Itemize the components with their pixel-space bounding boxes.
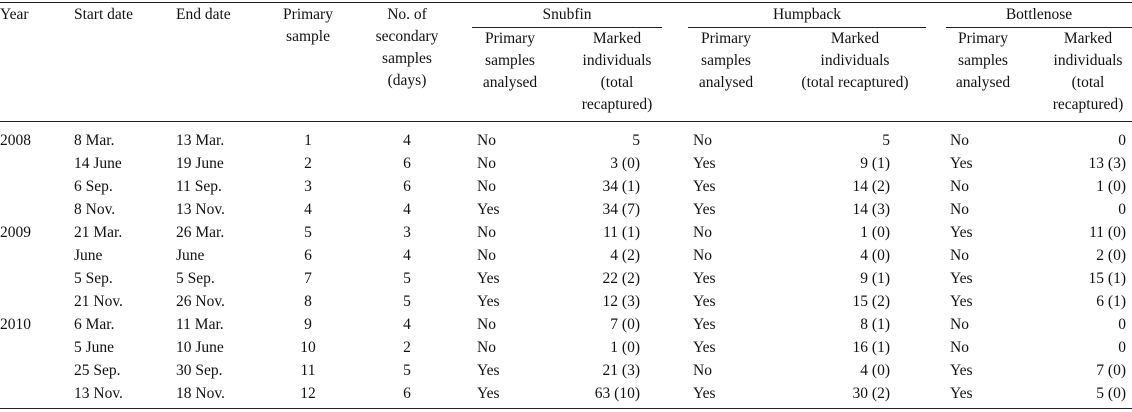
header-humpback-marked-line: (total recaptured): [801, 74, 909, 91]
header-snubfin-marked-line: (total: [600, 74, 634, 91]
cell-snubfin-analysed: No: [477, 316, 496, 333]
cell-year: 2009: [0, 224, 31, 241]
cell-humpback-analysed: Yes: [693, 201, 716, 218]
cell-snubfin-analysed: No: [477, 224, 496, 241]
cell-bottlenose-analysed: No: [950, 132, 969, 149]
cell-humpback-marked: 30 (2): [852, 385, 890, 402]
cell-bottlenose-analysed: Yes: [950, 224, 973, 241]
cell-start-date: 6 Mar.: [74, 316, 115, 333]
cell-end-date: 11 Sep.: [176, 178, 222, 195]
cell-bottlenose-marked: 11 (0): [1089, 224, 1126, 241]
bottom-rule: [0, 408, 1132, 409]
cell-secondary-samples: 4: [403, 201, 411, 218]
cell-bottlenose-marked: 13 (3): [1088, 155, 1126, 172]
cell-snubfin-marked: 1 (0): [610, 339, 640, 356]
cell-humpback-analysed: Yes: [693, 293, 716, 310]
top-rule: [0, 2, 1132, 3]
cell-secondary-samples: 4: [403, 132, 411, 149]
cell-snubfin-marked: 11 (1): [603, 224, 640, 241]
cell-snubfin-analysed: No: [477, 339, 496, 356]
cell-snubfin-analysed: Yes: [477, 362, 500, 379]
cell-snubfin-analysed: Yes: [477, 201, 500, 218]
header-snubfin-primary-line: Primary: [485, 30, 535, 47]
cell-end-date: 13 Mar.: [176, 132, 225, 149]
cell-humpback-marked: 4 (0): [860, 362, 890, 379]
cell-end-date: 13 Nov.: [176, 201, 225, 218]
cell-humpback-marked: 9 (1): [860, 270, 890, 287]
cell-secondary-samples: 5: [403, 362, 411, 379]
cell-humpback-marked: 5: [882, 132, 890, 149]
cell-bottlenose-marked: 15 (1): [1088, 270, 1126, 287]
cell-bottlenose-analysed: Yes: [950, 385, 973, 402]
cell-humpback-analysed: Yes: [693, 316, 716, 333]
cell-snubfin-analysed: Yes: [477, 270, 500, 287]
cell-humpback-marked: 15 (2): [852, 293, 890, 310]
cell-humpback-marked: 14 (2): [852, 178, 890, 195]
cell-humpback-marked: 1 (0): [860, 224, 890, 241]
cell-start-date: 8 Nov.: [74, 201, 116, 218]
cell-bottlenose-analysed: Yes: [950, 293, 973, 310]
cell-start-date: 13 Nov.: [74, 385, 123, 402]
cell-bottlenose-marked: 6 (1): [1096, 293, 1126, 310]
cell-secondary-samples: 2: [403, 339, 411, 356]
header-humpback: Humpback: [772, 6, 841, 23]
cell-snubfin-analysed: No: [477, 178, 496, 195]
cell-snubfin-marked: 63 (10): [594, 385, 640, 402]
cell-secondary-samples: 6: [403, 178, 411, 195]
cell-bottlenose-analysed: Yes: [950, 155, 973, 172]
cell-snubfin-analysed: No: [477, 155, 496, 172]
cell-end-date: 19 June: [176, 155, 224, 172]
cell-humpback-analysed: Yes: [693, 178, 716, 195]
cell-snubfin-marked: 34 (7): [602, 201, 640, 218]
cell-humpback-analysed: No: [693, 247, 712, 264]
cell-year: 2010: [0, 316, 31, 333]
header-bottlenose-marked-line: recaptured): [1052, 96, 1124, 113]
cell-snubfin-marked: 34 (1): [602, 178, 640, 195]
cell-snubfin-marked: 22 (2): [602, 270, 640, 287]
cell-end-date: 30 Sep.: [176, 362, 223, 379]
cell-snubfin-marked: 12 (3): [602, 293, 640, 310]
header-bottlenose-primary-line: Primary: [958, 30, 1008, 47]
cell-snubfin-analysed: Yes: [477, 385, 500, 402]
cell-bottlenose-analysed: No: [950, 316, 969, 333]
cell-secondary-samples: 3: [403, 224, 411, 241]
header-rule: [0, 121, 1132, 122]
cell-secondary-samples: 5: [403, 270, 411, 287]
header-humpback-primary-line: samples: [701, 52, 751, 69]
cell-snubfin-marked: 7 (0): [610, 316, 640, 333]
cell-primary-sample: 2: [304, 155, 312, 172]
cell-humpback-marked: 9 (1): [860, 155, 890, 172]
header-bottlenose-marked-line: individuals: [1053, 52, 1123, 69]
header-humpback-primary-line: analysed: [698, 74, 754, 91]
cell-humpback-analysed: No: [693, 224, 712, 241]
cell-humpback-analysed: No: [693, 132, 712, 149]
cell-bottlenose-marked: 2 (0): [1096, 247, 1126, 264]
header-bottlenose-primary-line: analysed: [955, 74, 1011, 91]
cell-primary-sample: 11: [300, 362, 316, 379]
cell-bottlenose-analysed: No: [950, 247, 969, 264]
cell-primary-sample: 5: [304, 224, 312, 241]
cell-secondary-samples: 4: [403, 316, 411, 333]
cell-snubfin-marked: 4 (2): [610, 247, 640, 264]
header-snubfin: Snubfin: [542, 6, 592, 23]
cell-bottlenose-marked: 0: [1118, 201, 1126, 218]
header-primary-sample-line: Primary: [283, 6, 333, 23]
cell-secondary-samples: 6: [403, 155, 411, 172]
cell-end-date: 18 Nov.: [176, 385, 225, 402]
cell-start-date: June: [74, 247, 103, 264]
cell-bottlenose-analysed: Yes: [950, 270, 973, 287]
cell-start-date: 5 June: [74, 339, 115, 356]
cell-start-date: 6 Sep.: [74, 178, 113, 195]
header-end-date: End date: [176, 6, 231, 23]
header-snubfin-primary-line: samples: [485, 52, 535, 69]
header-start-date: Start date: [74, 6, 133, 23]
cell-bottlenose-marked: 1 (0): [1096, 178, 1126, 195]
cell-secondary-samples: 5: [403, 293, 411, 310]
cell-bottlenose-analysed: No: [950, 201, 969, 218]
cell-primary-sample: 6: [304, 247, 312, 264]
cell-humpback-marked: 14 (3): [852, 201, 890, 218]
header-snubfin-primary-line: analysed: [482, 74, 538, 91]
cell-humpback-analysed: No: [693, 362, 712, 379]
cell-bottlenose-marked: 0: [1118, 339, 1126, 356]
cell-primary-sample: 12: [300, 385, 316, 402]
cell-humpback-analysed: Yes: [693, 155, 716, 172]
cell-secondary-samples: 4: [403, 247, 411, 264]
cell-humpback-analysed: Yes: [693, 270, 716, 287]
cell-start-date: 21 Nov.: [74, 293, 123, 310]
cell-start-date: 25 Sep.: [74, 362, 121, 379]
cell-end-date: 11 Mar.: [176, 316, 224, 333]
cell-snubfin-analysed: Yes: [477, 293, 500, 310]
header-snubfin-marked-line: Marked: [592, 30, 642, 47]
cell-snubfin-marked: 5: [632, 132, 640, 149]
cell-humpback-marked: 8 (1): [860, 316, 890, 333]
cell-primary-sample: 1: [304, 132, 312, 149]
cell-end-date: 5 Sep.: [176, 270, 215, 287]
cell-bottlenose-marked: 0: [1118, 132, 1126, 149]
cell-start-date: 5 Sep.: [74, 270, 113, 287]
header-bottlenose-primary-line: samples: [958, 52, 1008, 69]
cell-end-date: 10 June: [176, 339, 224, 356]
header-secondary-samples-line: samples: [382, 50, 432, 67]
cell-bottlenose-marked: 7 (0): [1096, 362, 1126, 379]
header-year: Year: [0, 6, 29, 23]
header-humpback-marked-line: Marked: [830, 30, 880, 47]
header-secondary-samples-line: No. of: [387, 6, 427, 23]
cell-start-date: 8 Mar.: [74, 132, 115, 149]
header-humpback-primary-line: Primary: [701, 30, 751, 47]
cell-humpback-marked: 16 (1): [852, 339, 890, 356]
cell-humpback-analysed: Yes: [693, 385, 716, 402]
cell-primary-sample: 10: [300, 339, 316, 356]
header-bottlenose-marked-line: (total: [1071, 74, 1105, 91]
cell-primary-sample: 4: [304, 201, 312, 218]
cell-humpback-marked: 4 (0): [860, 247, 890, 264]
header-bottlenose-marked-line: Marked: [1063, 30, 1113, 47]
cell-year: 2008: [0, 132, 31, 149]
cell-primary-sample: 8: [304, 293, 312, 310]
header-secondary-samples-line: (days): [387, 72, 427, 89]
cell-primary-sample: 9: [304, 316, 312, 333]
cell-primary-sample: 3: [304, 178, 312, 195]
cell-end-date: 26 Nov.: [176, 293, 225, 310]
cell-end-date: June: [176, 247, 205, 264]
header-snubfin-marked-line: recaptured): [581, 96, 653, 113]
header-snubfin-marked-line: individuals: [582, 52, 652, 69]
cell-snubfin-analysed: No: [477, 132, 496, 149]
cell-humpback-analysed: Yes: [693, 339, 716, 356]
header-secondary-samples-line: secondary: [375, 28, 439, 45]
cell-bottlenose-marked: 0: [1118, 316, 1126, 333]
cell-secondary-samples: 6: [403, 385, 411, 402]
cell-start-date: 21 Mar.: [74, 224, 123, 241]
cell-end-date: 26 Mar.: [176, 224, 225, 241]
cell-bottlenose-marked: 5 (0): [1096, 385, 1126, 402]
cell-snubfin-marked: 21 (3): [602, 362, 640, 379]
cell-primary-sample: 7: [304, 270, 312, 287]
cell-bottlenose-analysed: Yes: [950, 362, 973, 379]
cell-snubfin-marked: 3 (0): [610, 155, 640, 172]
cell-start-date: 14 June: [74, 155, 122, 172]
header-bottlenose: Bottlenose: [1005, 6, 1073, 23]
header-primary-sample-line: sample: [286, 28, 330, 45]
cell-bottlenose-analysed: No: [950, 178, 969, 195]
cell-snubfin-analysed: No: [477, 247, 496, 264]
header-humpback-marked-line: individuals: [820, 52, 890, 69]
cell-bottlenose-analysed: No: [950, 339, 969, 356]
